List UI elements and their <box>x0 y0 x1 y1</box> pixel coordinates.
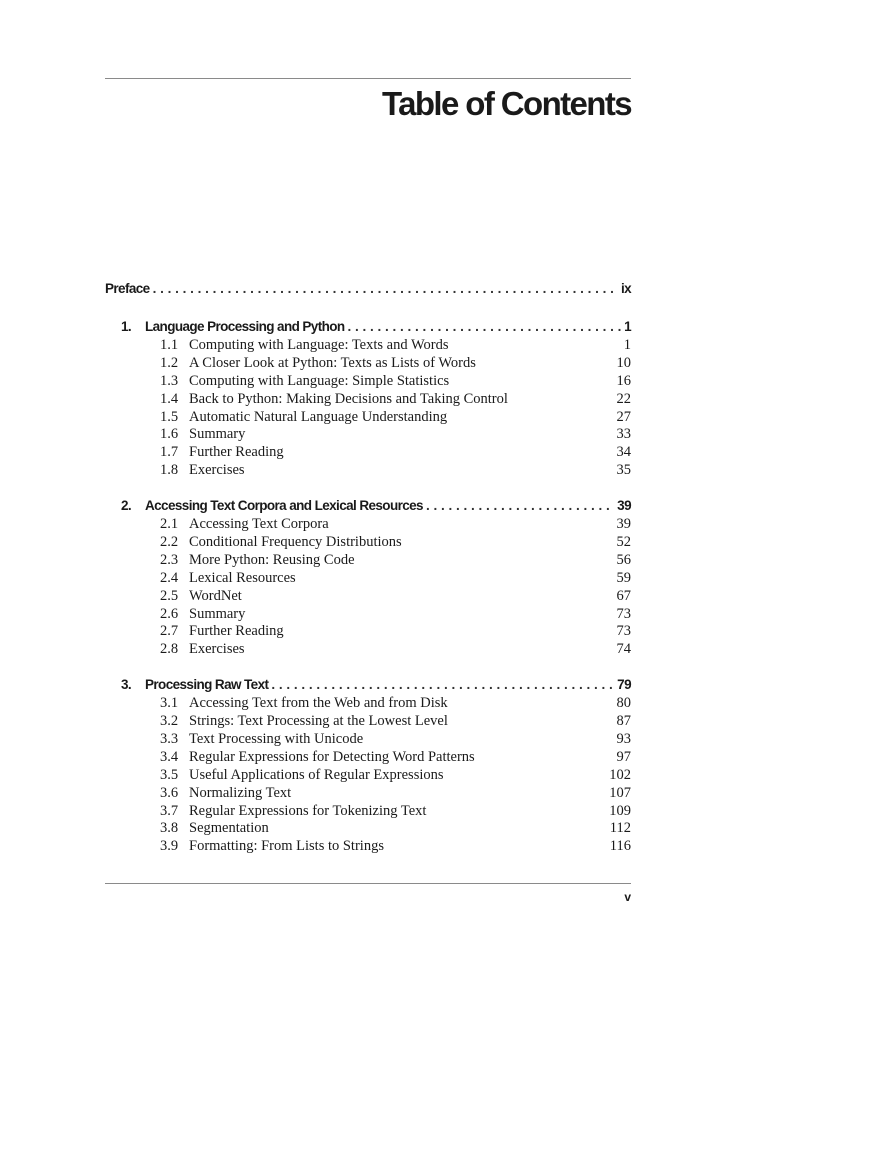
toc-entry-section[interactable] <box>105 391 631 409</box>
toc-list <box>105 279 631 872</box>
section-title: Formatting: From Lists to Strings <box>189 838 384 855</box>
section-title: Automatic Natural Language Understanding <box>189 408 448 425</box>
section-number: 1.3 <box>160 372 179 389</box>
section-page: 102 <box>609 766 631 783</box>
section-title: Exercises <box>189 462 245 479</box>
section-page: 27 <box>616 408 631 425</box>
chapter-number: 2. <box>121 498 132 514</box>
dot-leader <box>271 675 614 695</box>
toc-entry-section[interactable] <box>105 838 631 856</box>
section-page: 116 <box>609 838 631 855</box>
section-page: 16 <box>616 372 631 389</box>
toc-entry-section[interactable] <box>105 516 631 534</box>
chapter-block <box>105 317 631 480</box>
toc-entry-section[interactable] <box>105 767 631 785</box>
section-page: 107 <box>609 784 631 801</box>
toc-entry-section[interactable] <box>105 462 631 480</box>
section-title: Accessing Text Corpora <box>189 516 329 533</box>
section-page: 97 <box>616 748 631 765</box>
section-title: Summary <box>189 605 246 622</box>
section-page: 109 <box>609 802 631 819</box>
section-title: Computing with Language: Simple Statistics <box>189 372 450 389</box>
chapter-block <box>105 675 631 856</box>
toc-entry-section[interactable] <box>105 570 631 588</box>
section-number: 3.4 <box>160 748 179 765</box>
section-title: Lexical Resources <box>189 569 296 586</box>
section-title: Exercises <box>189 641 245 658</box>
section-title: Text Processing with Unicode <box>189 731 364 748</box>
section-number: 2.8 <box>160 641 179 658</box>
section-title: Further Reading <box>189 444 284 461</box>
section-title: Strings: Text Processing at the Lowest Level <box>189 713 448 730</box>
section-page: 39 <box>616 516 631 533</box>
section-number: 2.2 <box>160 534 179 551</box>
toc-entry-section[interactable] <box>105 444 631 462</box>
section-number: 1.5 <box>160 408 179 425</box>
section-number: 2.1 <box>160 516 179 533</box>
section-page: 33 <box>616 426 631 443</box>
toc-entry-section[interactable] <box>105 749 631 767</box>
toc-entry-section[interactable] <box>105 534 631 552</box>
section-list <box>105 516 631 659</box>
bottom-rule <box>105 883 631 884</box>
section-number: 2.6 <box>160 605 179 622</box>
section-title: More Python: Reusing Code <box>189 551 355 568</box>
section-number: 2.4 <box>160 569 179 586</box>
toc-entry-section[interactable] <box>105 337 631 355</box>
dot-leader <box>348 317 622 337</box>
section-title: Segmentation <box>189 820 269 837</box>
toc-entry-section[interactable] <box>105 606 631 624</box>
preface-label: Preface <box>105 281 150 296</box>
toc-entry-chapter[interactable] <box>105 496 631 516</box>
toc-entry-section[interactable] <box>105 552 631 570</box>
section-number: 2.5 <box>160 587 179 604</box>
section-page: 80 <box>616 695 631 712</box>
section-page: 73 <box>616 605 631 622</box>
section-page: 67 <box>616 587 631 604</box>
toc-entry-chapter[interactable] <box>105 317 631 337</box>
section-page: 35 <box>616 462 631 479</box>
section-number: 1.1 <box>160 337 179 353</box>
section-number: 1.7 <box>160 444 179 461</box>
section-title: Useful Applications of Regular Expressions <box>189 766 444 783</box>
section-page: 93 <box>616 731 631 748</box>
dot-leader <box>426 496 614 516</box>
section-number: 3.3 <box>160 731 179 748</box>
section-number: 2.7 <box>160 623 179 640</box>
toc-entry-section[interactable] <box>105 713 631 731</box>
chapter-page: 1 <box>624 319 631 334</box>
chapter-block <box>105 496 631 659</box>
toc-entry-section[interactable] <box>105 695 631 713</box>
toc-entry-section[interactable] <box>105 803 631 821</box>
section-list <box>105 337 631 480</box>
toc-entry-section[interactable] <box>105 623 631 641</box>
chapter-title: Language Processing and Python <box>145 319 345 334</box>
section-number: 1.6 <box>160 426 179 443</box>
section-number: 3.6 <box>160 784 179 801</box>
section-title: WordNet <box>189 587 242 604</box>
section-number: 1.4 <box>160 390 179 407</box>
section-number: 1.2 <box>160 354 179 371</box>
section-page: 22 <box>616 390 631 407</box>
toc-entry-section[interactable] <box>105 373 631 391</box>
book-page <box>105 0 631 1155</box>
toc-entry-section[interactable] <box>105 426 631 444</box>
section-page: 112 <box>609 820 631 837</box>
toc-entry-chapter[interactable] <box>105 675 631 695</box>
section-title: Regular Expressions for Tokenizing Text <box>189 802 427 819</box>
section-title: Computing with Language: Texts and Words <box>189 337 449 353</box>
section-title: Normalizing Text <box>189 784 292 801</box>
section-list <box>105 695 631 856</box>
toc-entry-preface[interactable] <box>105 279 631 299</box>
dot-leader <box>153 279 618 299</box>
chapter-title: Accessing Text Corpora and Lexical Resources <box>145 498 423 514</box>
top-rule <box>105 78 631 79</box>
toc-entry-section[interactable] <box>105 409 631 427</box>
section-number: 3.8 <box>160 820 179 837</box>
section-title: Back to Python: Making Decisions and Taking Control <box>189 390 508 407</box>
toc-entry-section[interactable] <box>105 820 631 838</box>
chapter-number: 1. <box>121 319 132 334</box>
section-number: 3.5 <box>160 766 179 783</box>
section-page: 10 <box>616 354 631 371</box>
section-page: 87 <box>616 713 631 730</box>
section-number: 3.9 <box>160 838 179 855</box>
section-title: Accessing Text from the Web and from Disk <box>189 695 448 712</box>
section-page: 74 <box>616 641 631 658</box>
chapter-page: 39 <box>617 498 631 514</box>
section-page: 34 <box>616 444 631 461</box>
toc-entry-section[interactable] <box>105 785 631 803</box>
toc-entry-section[interactable] <box>105 588 631 606</box>
section-number: 3.2 <box>160 713 179 730</box>
chapter-list <box>105 317 631 856</box>
section-page: 73 <box>616 623 631 640</box>
section-title: Regular Expressions for Detecting Word Patterns <box>189 748 475 765</box>
section-number: 2.3 <box>160 551 179 568</box>
section-number: 1.8 <box>160 462 179 479</box>
section-page: 59 <box>616 569 631 586</box>
preface-page: ix <box>620 281 631 296</box>
section-title: Conditional Frequency Distributions <box>189 534 402 551</box>
chapter-title: Processing Raw Text <box>145 677 269 693</box>
section-title: A Closer Look at Python: Texts as Lists of Words <box>189 354 476 371</box>
section-title: Further Reading <box>189 623 284 640</box>
section-page: 52 <box>616 534 631 551</box>
section-number: 3.1 <box>160 695 179 712</box>
section-page: 1 <box>623 337 631 353</box>
page-title: Table of Contents <box>381 85 631 122</box>
chapter-number: 3. <box>121 677 132 693</box>
toc-entry-section[interactable] <box>105 355 631 373</box>
chapter-page: 79 <box>617 677 631 693</box>
section-title: Summary <box>189 426 246 443</box>
toc-entry-section[interactable] <box>105 641 631 659</box>
section-page: 56 <box>616 551 631 568</box>
page-number: v <box>624 890 631 904</box>
toc-entry-section[interactable] <box>105 731 631 749</box>
section-number: 3.7 <box>160 802 179 819</box>
